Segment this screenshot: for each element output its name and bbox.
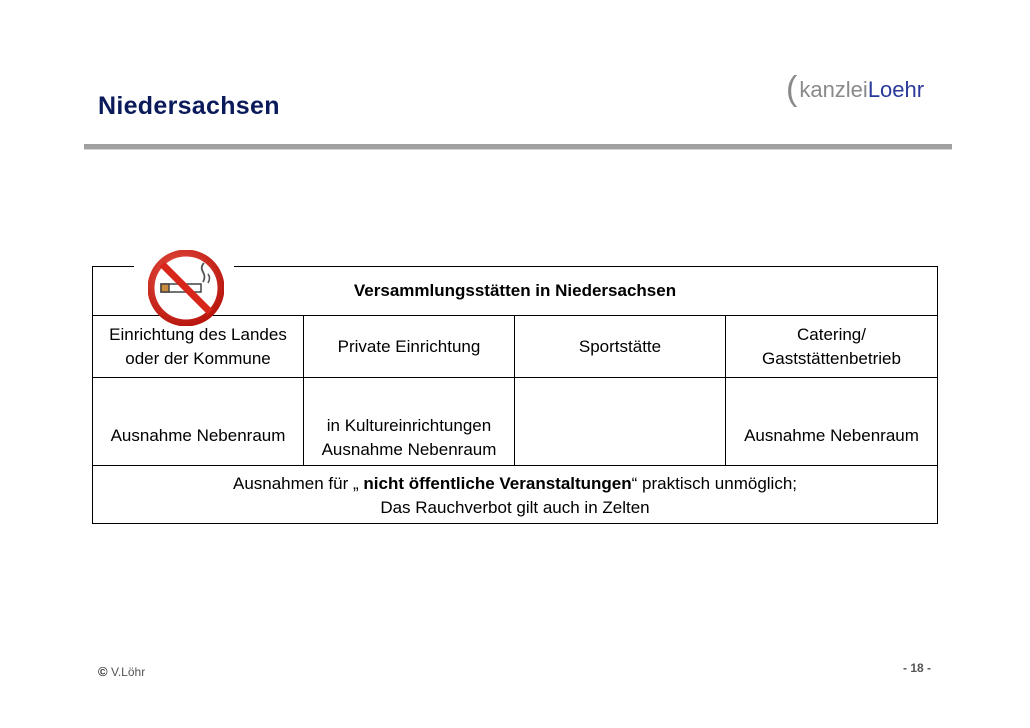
cell-line: in Kultureinrichtungen: [326, 416, 492, 435]
note-text: “ praktisch unmöglich;: [631, 474, 797, 493]
table-row-note: [93, 466, 937, 523]
table-header-text: Versammlungsstätten in Niedersachsen: [353, 281, 677, 300]
cell-line: Catering/: [797, 324, 866, 344]
cell-line: Ausnahme Nebenraum: [321, 440, 497, 459]
logo: [786, 70, 924, 109]
page-number: - 18 -: [903, 661, 932, 675]
cell-line: Einrichtung des Landes: [109, 324, 287, 344]
logo-loehr: Loehr: [867, 77, 925, 102]
cell-line: Gaststättenbetrieb: [762, 348, 901, 368]
note-line2: Das Rauchverbot gilt auch in Zelten: [380, 498, 650, 517]
logo-paren: (: [786, 70, 798, 108]
table-row-exceptions: [93, 378, 937, 466]
exception-private: [304, 378, 515, 465]
col-heading-sport: [515, 316, 726, 377]
page-title: Niedersachsen: [98, 92, 280, 120]
exception-land-kommune: [93, 378, 304, 465]
table-note: [93, 466, 937, 523]
cell-line: Private Einrichtung: [337, 336, 481, 356]
note-text: Ausnahmen für „: [232, 474, 364, 493]
exception-sport: [515, 378, 726, 465]
exception-catering: [726, 378, 937, 465]
cell-line: Sportstätte: [578, 336, 662, 356]
footer-author: [98, 664, 145, 679]
copyright-icon: ©: [98, 664, 108, 679]
cell-line: Ausnahme Nebenraum: [110, 426, 286, 445]
note-bold-text: nicht öffentliche Veranstaltungen: [363, 474, 632, 493]
col-heading-private: [304, 316, 515, 377]
cell-line: Ausnahme Nebenraum: [744, 426, 919, 445]
cell-line: oder der Kommune: [125, 348, 271, 368]
col-heading-catering: [726, 316, 937, 377]
author-name: V.Löhr: [110, 665, 146, 679]
title-rule: [84, 144, 952, 150]
logo-kanzlei: kanzlei: [799, 77, 868, 102]
no-smoking-icon: [148, 250, 224, 326]
